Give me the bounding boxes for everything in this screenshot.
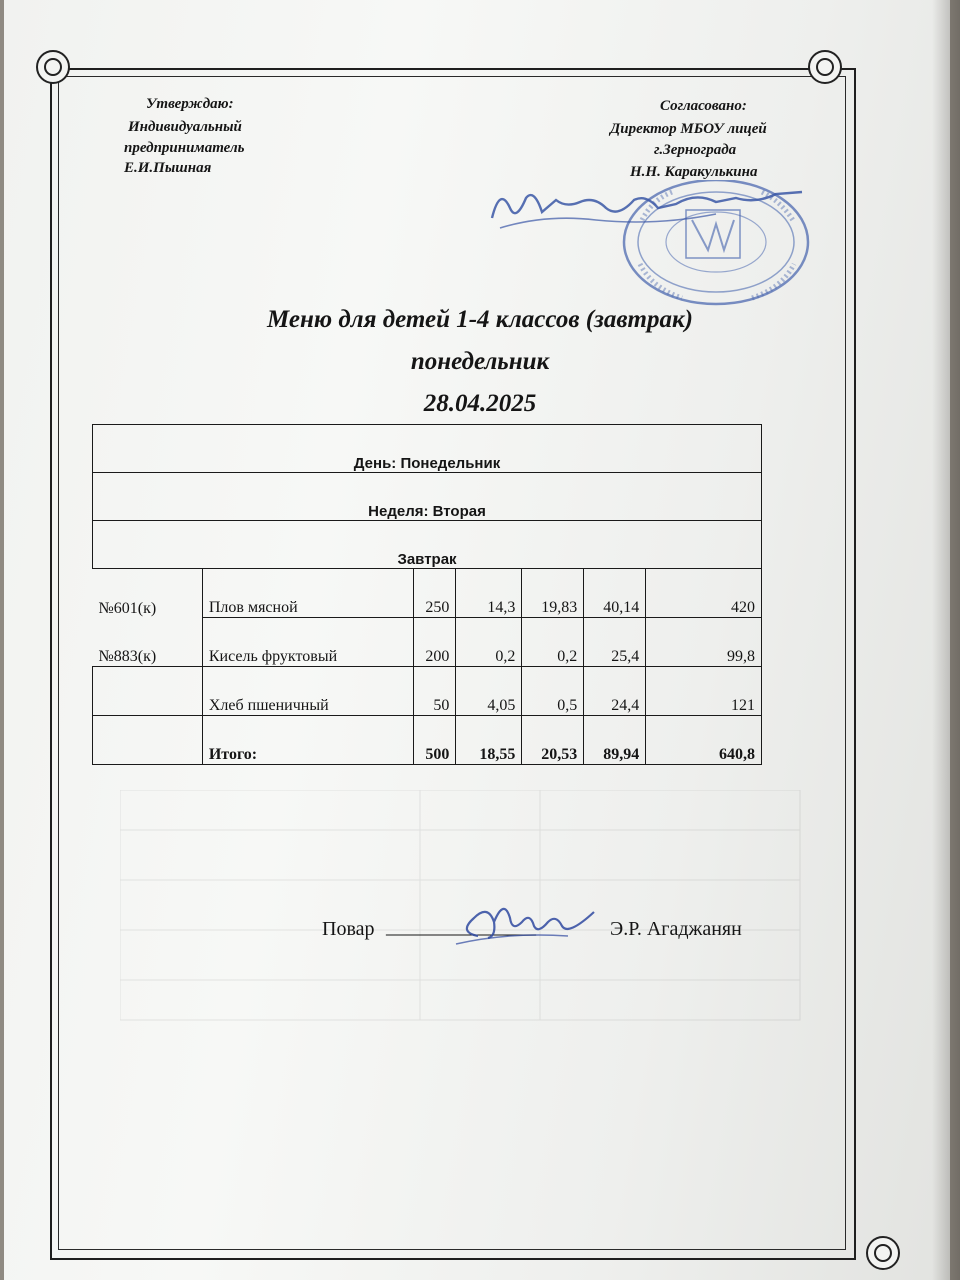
- page-shadow: [932, 0, 960, 1280]
- dish-weight: 50: [414, 667, 456, 716]
- table-row: [93, 618, 762, 667]
- dish-code: [93, 667, 203, 716]
- week-cell: Неделя: Вторая: [93, 473, 762, 521]
- approve-left-position-2: предприниматель: [124, 140, 245, 156]
- dish-code: №883(к): [93, 618, 203, 667]
- menu-title: Меню для детей 1-4 классов (завтрак): [266, 306, 693, 333]
- dish-weight: 200: [414, 618, 456, 667]
- dish-carbs: 25,4: [584, 618, 646, 667]
- total-protein: 18,55: [456, 716, 522, 765]
- dish-weight: 250: [414, 569, 456, 618]
- table-header-row: [93, 425, 762, 473]
- day-cell: День: Понедельник: [93, 425, 762, 473]
- dish-carbs: 40,14: [584, 569, 646, 618]
- cook-signature: [448, 892, 598, 948]
- dish-fat: 0,5: [522, 667, 584, 716]
- menu-weekday: понедельник: [410, 348, 550, 375]
- meal-cell: Завтрак: [93, 521, 762, 569]
- frame-corner-ornament: [36, 50, 70, 84]
- table-row: [93, 569, 762, 618]
- approve-left-heading: Утверждаю:: [146, 96, 234, 112]
- director-signature: [486, 178, 806, 238]
- menu-table: [92, 424, 762, 765]
- dish-protein: 4,05: [456, 667, 522, 716]
- dish-kcal: 121: [646, 667, 762, 716]
- table-total-row: [93, 716, 762, 765]
- dish-name: Хлеб пшеничный: [202, 667, 414, 716]
- dish-name: Кисель фруктовый: [202, 618, 414, 667]
- total-carbs: 89,94: [584, 716, 646, 765]
- total-label: Итого:: [202, 716, 414, 765]
- total-code: [93, 716, 203, 765]
- cook-name: Э.Р. Агаджанян: [610, 918, 742, 940]
- approve-right-org: г.Зернограда: [654, 142, 737, 158]
- table-header-row: [93, 521, 762, 569]
- menu-date: 28.04.2025: [423, 390, 537, 417]
- approve-left-name: Е.И.Пышная: [124, 160, 212, 176]
- dish-kcal: 420: [646, 569, 762, 618]
- approve-left-position: Индивидуальный: [128, 119, 242, 135]
- dish-protein: 14,3: [456, 569, 522, 618]
- approve-right-name: Н.Н. Каракулькина: [630, 164, 758, 180]
- frame-corner-ornament: [866, 1236, 900, 1270]
- dish-name: Плов мясной: [202, 569, 414, 618]
- approve-right-position: Директор МБОУ лицей: [610, 121, 767, 137]
- dish-code: №601(к): [93, 569, 203, 618]
- total-fat: 20,53: [522, 716, 584, 765]
- total-kcal: 640,8: [646, 716, 762, 765]
- dish-protein: 0,2: [456, 618, 522, 667]
- table-header-row: [93, 473, 762, 521]
- dish-carbs: 24,4: [584, 667, 646, 716]
- cook-label: Повар: [322, 918, 375, 940]
- dish-fat: 0,2: [522, 618, 584, 667]
- cook-signature-line: _______________: [386, 916, 536, 938]
- dish-kcal: 99,8: [646, 618, 762, 667]
- dish-fat: 19,83: [522, 569, 584, 618]
- total-weight: 500: [414, 716, 456, 765]
- approve-right-heading: Согласовано:: [660, 98, 747, 114]
- table-row: [93, 667, 762, 716]
- frame-corner-ornament: [808, 50, 842, 84]
